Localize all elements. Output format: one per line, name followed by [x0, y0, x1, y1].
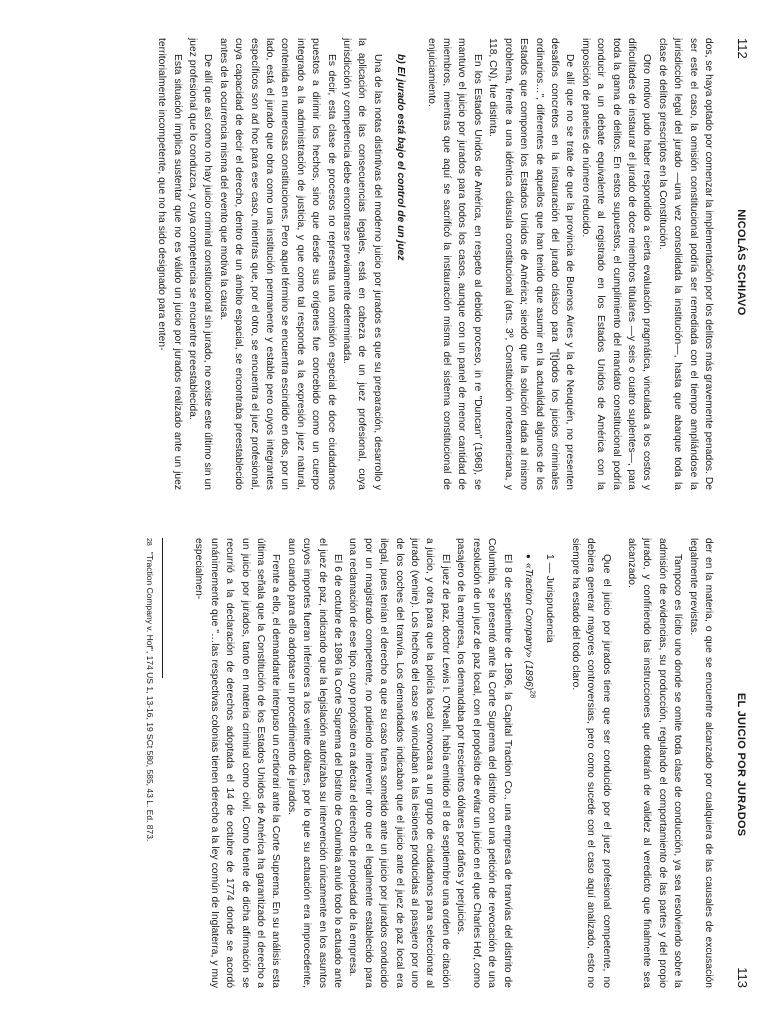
paragraph: De allí que no se trate de que la provincia de Buenos Aires y la de Neuquén, no presenten desafíos concretos en la instauración del jurado clásico para "[t]odos los juicios criminales ordinarios…", diferentes de aquellos que han tenido que asumir en la actualidad algunos de los Estados que componen los Estados Unidos de América; siendo que la solución dada al mismo problema, frente a una idéntica cláusula constitucional (arts. 3º, Constitución norteamericana, y 118, CN), fue distinta.	[487, 38, 576, 490]
paragraph: der en la materia, o que se encuentre alcanzado por cualquiera de las causales de excusación legalmente previstas.	[687, 538, 714, 988]
right-page-number: 113	[735, 967, 750, 988]
right-running-head	[724, 538, 750, 988]
left-running-head	[724, 38, 750, 490]
left-page-number: 112	[735, 38, 750, 59]
footnote-rule	[162, 538, 163, 678]
paragraph: Es decir, esta clase de procesos no representa una comisión especial de doce ciudadanos puestos a dirimir los hechos, sino que desde sus orígenes fue concebido como un cuerpo integrado a la administración de justicia, y que como tal responde a la expresión juez natural, contenida en numerosas constituciones. Pero aquel término se encuentra escindido en dos, por un lado, está el jurado que obra como una institución permanente y estable pero cuyos integrantes específicos son ad hoc para ese caso, mientras que, por el otro, se encuentra el juez profesional, cuya capacidad de decir el derecho, dentro de un ámbito espacial, se encontraba preestablecido antes de la ocurrencia misma del evento que motiva la causa.	[217, 38, 337, 490]
paragraph: El 6 de octubre de 1896 la Corte Suprema del Distrito de Columbia anuló todo lo actuado ante el juez de paz, indicando que la legislación autorizaba su intervención únicamente en los asuntos cuyos importes fueran inferiores a los veinte dólares, por lo que su actuación era improcedente, aun cuando para ello adoptase un procedimiento de jurados.	[285, 538, 344, 988]
paragraph: En los Estados Unidos de América, en respeto al debido proceso, in re "Duncan" (1968), se mantuvo el juicio por jurados para todos los casos, aunque con un panel de menor cantidad de miembros, mientras que aquí se sacrificó la instauración misma del sistema constitucional de enjuiciamiento.	[425, 38, 483, 490]
left-header-title: NICOLÁS SCHIAVO	[735, 209, 747, 316]
right-header-title: EL JUICIO POR JURADOS	[735, 692, 747, 837]
paragraph: Frente a ello, el demandante interpuso un certiorari ante la Corte Suprema. En su análisis esta última señala que la Constitución de los Estados Unidos de América ha garantizado el derecho a un juicio por jurados, tanto en materia criminal como civil. Como fuente de dicha afirmación se recurrió a la declaración de derechos adoptada el 14 de octubre de 1774 donde se acordó unánimemente que "…las respectivas colonias tienen derecho a la ley común de Inglaterra, y muy especialmen-	[193, 538, 282, 988]
footnote-ref: 28	[528, 690, 536, 699]
footnote-text: "Traction Company v. Hof", 174 US 1, 13-16, 19 SCt 580, 585, 43 L. Ed. 873.	[145, 551, 155, 842]
footnote	[142, 538, 156, 988]
left-body	[154, 38, 716, 490]
right-page	[0, 512, 768, 1024]
paragraph: El juez de paz, doctor Lewis I. O'Neall, había emitido el 8 de septiembre una orden de citación a juicio, y otra para que la policía local convocara a un grupo de ciudadanos para seleccionar al jurado (venire). Los hechos del caso se vinculaban a las lesiones producidas al pasajero por uno de los coches del tranvía. Los demandados indicaban que el juicio ante el juez de paz local era ilegal, pues tenían el derecho a que su caso fuera sometido ante un juicio por jurados conducido por un magistrado competente, no pudiendo intervenir otro que el legalmente establecido para una reclamación de ese tipo, cuyo propósito era afectar el derecho de propiedad de la empresa.	[347, 538, 451, 988]
bullet-icon: ●	[523, 554, 533, 559]
section-subheading: b) El jurado está bajo el control de un juez	[395, 54, 407, 261]
case-heading-text: «Traction Company» (1896)	[522, 562, 534, 691]
case-heading	[521, 538, 536, 988]
paragraph: El 8 de septiembre de 1896, la Capital Traction Co., una empresa de tranvías del distrito de Columbia, se presentó ante la Corte Suprema del distrito con una petición de revocación de una resolución de un juez de paz local, con el propósito de evitar un juicio en el que Charles Hof, como pasajero de la empresa, los demandaba por trescientos dólares por daños y perjuicios.	[455, 538, 513, 988]
section-heading: 1 — Jurisprudencia	[544, 554, 556, 643]
paragraph: De allí que así como no hay juicio criminal constitucional sin jurado, no existe este último sin un juez profesional que lo conduzca, y cuya competencia se encuentre preestablecida.	[187, 38, 214, 490]
footnote-number: 28	[145, 538, 152, 546]
paragraph: Esta situación implica sustentar que no es válido un juicio por jurados realizado ante un juez territorialmente incompetente, que no ha sido designado para enten-	[156, 38, 183, 490]
paragraph: Que el juicio por jurados tiene que ser conducido por el juez profesional competente, no debiera generar mayores controversias, pero como sucede con el caso aquí analizado, esto no siempre ha estado del todo claro.	[569, 538, 612, 988]
right-body	[191, 538, 716, 988]
paragraph: Otro motivo pudo haber respondido a cierta evaluación pragmática, vinculada a los costos y dificultades de instaurar el jurado de doce miembros titulares —y seis o cuatro suplentes—, para toda la gama de delitos. En estos supuestos, el cumplimiento del mandato constitucional podría conducir a un debate equivalente al registrado en los Estados Unidos de América con la imposición de paneles de número reducido.	[579, 38, 653, 490]
paragraph: Una de las notas distintivas del moderno juicio por jurados es que su preparación, desarrollo y la aplicación de las consecuencias legales, está en cabeza de un juez profesional, cuya jurisdicción y competencia debe encontrarse previamente determinada.	[341, 38, 383, 490]
paragraph: dos, se haya optado por comenzar la implementación por los delitos más gravemente penados. De ser este el caso, la omisión constitucional podría ser remediada con el tiempo ampliándose la jurisdicción legal del jurado —una vez consolidada la institución—, hasta que abarque toda la clase de delitos prescriptos en la Constitución.	[656, 38, 714, 490]
paragraph: Tampoco es lícito uno donde se omite toda clase de conducción, ya sea resolviendo sobre la admisión de evidencias, su producción, regulando el comportamiento de las partes y del propio jurado, y confiriendo las instrucciones que dotarán de validez al veredicto que finalmente sea alcanzado.	[625, 538, 684, 988]
